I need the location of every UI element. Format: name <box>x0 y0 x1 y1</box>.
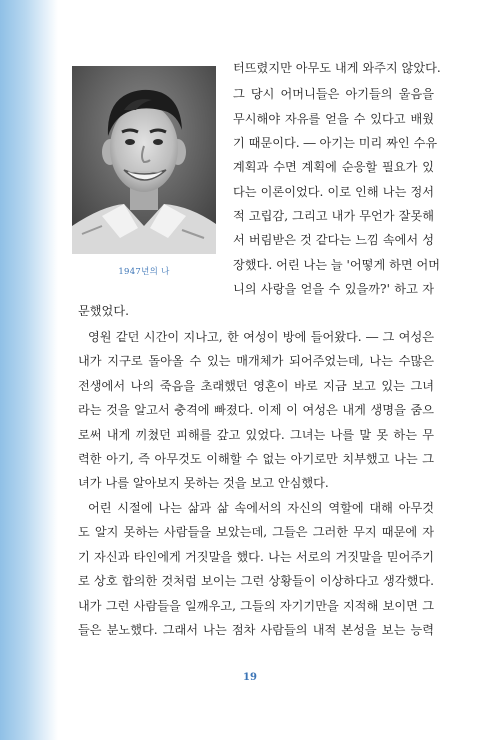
body-line: 계획과 수면 계획에 순응할 필요가 있 <box>233 160 434 174</box>
body-line: 로써 내게 끼쳤던 피해를 갚고 있었다. 그녀는 나를 말 못 하는 무 <box>78 428 434 442</box>
body-line: 니의 사랑을 얻을 수 있을까?' 하고 자 <box>233 282 434 296</box>
body-line: 적 고립감, 그리고 내가 무언가 잘못해 <box>233 209 434 223</box>
portrait-illustration <box>72 66 216 254</box>
page-number: 19 <box>243 672 257 683</box>
body-line: 기 때문이다. ― 아기는 미리 짜인 수유 <box>233 136 438 150</box>
boy-portrait-photo <box>72 66 216 254</box>
body-line: 그 당시 어머니들은 아기들의 울음을 <box>233 87 434 101</box>
photo-caption: 1947년의 나 <box>118 267 170 277</box>
body-line: 다는 이론이었다. 이로 인해 나는 정서 <box>233 185 434 199</box>
body-line: 전생에서 나의 죽음을 초래했던 영혼이 바로 지금 보고 있는 그녀 <box>78 379 434 393</box>
body-line: 내가 그런 사람들을 일깨우고, 그들의 자기기만을 지적해 보이면 그 <box>78 599 434 613</box>
paragraph-start-line: 영원 같던 시간이 지나고, 한 여성이 방에 들어왔다. ― 그 여성은 <box>88 330 434 344</box>
body-line: 도 알지 못하는 사람들을 보았는데, 그들은 그러한 무지 때문에 자 <box>78 525 434 539</box>
body-line: 터뜨렸지만 아무도 내게 와주지 않았다. <box>233 61 441 75</box>
body-line: 들은 분노했다. 그래서 나는 점차 사람들의 내적 본성을 보는 능력 <box>78 623 434 637</box>
body-line: 장했다. 어린 나는 늘 '어떻게 하면 어머 <box>233 258 441 272</box>
page-edge-gradient <box>0 0 58 740</box>
body-line: 기 자신과 타인에게 거짓말을 했다. 나는 서로의 거짓말을 믿어주기 <box>78 550 434 564</box>
body-line: 력한 아기, 즉 아무것도 이해할 수 없는 아기로만 치부했고 나는 그 <box>78 452 434 466</box>
body-line: 무시해야 자유를 얻을 수 있다고 배웠 <box>233 112 434 126</box>
body-line: 문했었다. <box>78 304 129 318</box>
paragraph-start-line: 어린 시절에 나는 삶과 삶 속에서의 자신의 역할에 대해 아무것 <box>88 501 434 515</box>
body-line: 서 버림받은 것 같다는 느낌 속에서 성 <box>233 233 434 247</box>
body-line: 로 상호 합의한 것처럼 보이는 그런 상황들이 이상하다고 생각했다. <box>78 574 434 588</box>
body-line: 내가 지구로 돌아올 수 있는 매개체가 되어주었는데, 나는 수많은 <box>78 354 434 368</box>
body-line: 라는 것을 알고서 충격에 빠졌다. 이제 이 여성은 내게 생명을 줌으 <box>78 403 434 417</box>
body-line: 녀가 나를 알아보지 못하는 것을 보고 안심했다. <box>78 476 329 490</box>
